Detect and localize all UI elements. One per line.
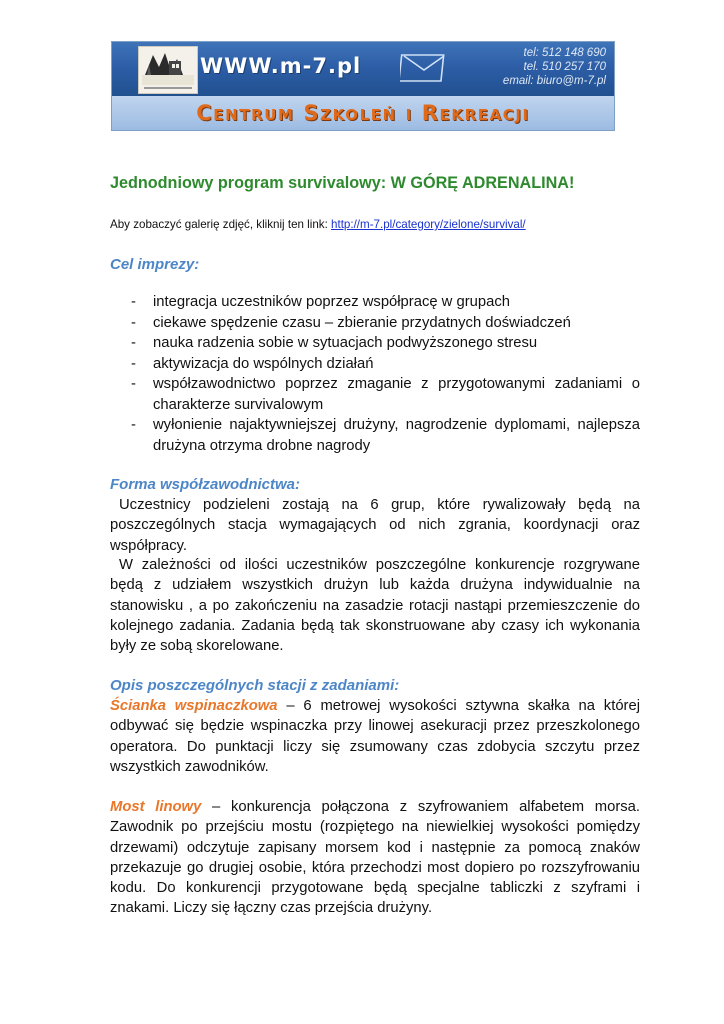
list-item: - współzawodnictwo poprzez zmaganie z przygotowanymi zadaniami o charakterze survivalowym [110, 374, 640, 415]
goal-list [110, 292, 640, 456]
website-url[interactable]: WWW.m-7.pl [200, 54, 362, 78]
station-climbing-wall [110, 696, 640, 777]
gallery-text: Aby zobaczyć galerię zdjęć, kliknij ten link: [110, 218, 332, 231]
station-rope-bridge [110, 797, 640, 919]
form-paragraph-1: Uczestnicy podzieleni zostają na 6 grup, które rywalizowały będą na poszczególnych stacja wymagających od nich zgrania, koordynacji oraz współpracy. [110, 497, 640, 554]
list-item: - nauka radzenia sobie w sytuacjach podwyższonego stresu [110, 333, 640, 354]
gallery-line [110, 218, 640, 231]
phone-1: tel: 512 148 690 [523, 47, 606, 59]
company-logo [138, 46, 198, 94]
station-rope-bridge-name: Most linowy [110, 799, 202, 815]
contact-info [472, 46, 606, 88]
banner-title: Centrum Szkoleń i Rekreacji [196, 101, 530, 125]
list-item: - ciekawe spędzenie czasu – zbieranie przydatnych doświadczeń [110, 313, 640, 334]
envelope-icon [400, 52, 446, 89]
list-item: - wyłonienie najaktywniejszej drużyny, nagrodzenie dyplomami, najlepsza drużyna otrzyma drobne nagrody [110, 415, 640, 456]
goal-heading: Cel imprezy: [110, 256, 200, 273]
list-item: - aktywizacja do wspólnych działań [110, 354, 640, 375]
form-heading: Forma współzawodnictwa: [110, 476, 301, 493]
phone-2: tel. 510 257 170 [523, 61, 606, 73]
station-climbing-wall-name: Ścianka wspinaczkowa [110, 698, 278, 714]
stations-heading: Opis poszczególnych stacji z zadaniami: [110, 677, 400, 694]
list-item: - integracja uczestników poprzez współpracę w grupach [110, 292, 640, 313]
gallery-link[interactable]: http://m-7.pl/category/zielone/survival/ [331, 218, 526, 231]
email-address: email: biuro@m-7.pl [502, 75, 606, 87]
form-paragraph-2: W zależności od ilości uczestników poszczególne konkurencje rozgrywane będą z udziałem wszystkich drużyn lub każda drużyna indywidualnie na stanowisku , a po zakończeniu na zasadzie rotacji nastąpi przemieszczenie do kolejnego zadania. Zadania będą tak skonstruowane aby czasy ich wykonania były ze sobą skorelowane. [110, 557, 640, 655]
header-banner [111, 41, 615, 131]
station-climbing-wall-text: – 6 metrowej wysokości sztywna skałka na której odbywać się będzie wspinaczka przy linowej asekuracji przez przeszkolonego operatora. Do punktacji liczy się zsumowany czas zdobycia szczytu przez wszystkich zawodników. [110, 698, 640, 775]
station-rope-bridge-text: – konkurencja połączona z szyfrowaniem alfabetem morsa. Zawodnik po przejściu mostu (rozpiętego na niewielkiej wysokości pomiędzy drzewami) odczytuje zapisany morsem kod i następnie za pomocą znaków przekazuje go drugiej osobie, która przechodzi most dopiero po rozszyfrowaniu kodu. Do konkurencji przygotowane będą specjalne tabliczki z szyframi i znakami. Liczy się łączny czas przejścia drużyny. [110, 799, 641, 917]
page-title: Jednodniowy program survivalowy: W GÓRĘ ADRENALINA! [110, 174, 575, 192]
